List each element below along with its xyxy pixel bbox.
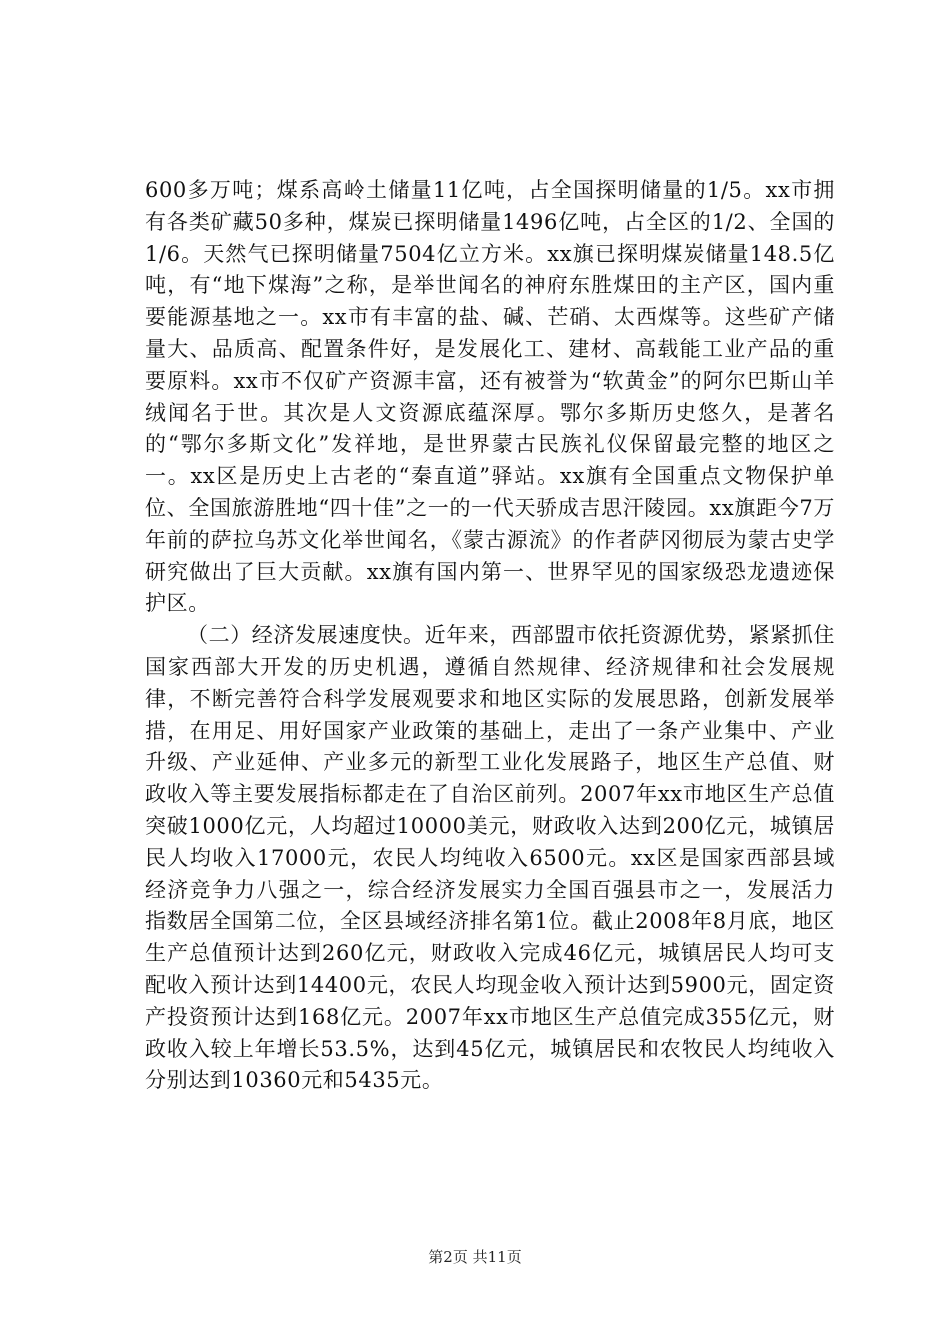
page-number-label: 第2页 共11页 [428,1248,522,1266]
paragraph-economic-development: （二）经济发展速度快。近年来，西部盟市依托资源优势，紧紧抓住国家西部大开发的历史机遇，遵循自然规律、经济规律和社会发展规律，不断完善符合科学发展观要求和地区实际的发展思路，创新发展举措，在用足、用好国家产业政策的基础上，走出了一条产业集中、产业升级、产业延伸、产业多元的新型工业化发展路子，地区生产总值、财政收入等主要发展指标都走在了自治区前列。2007年xx市地区生产总值突破1000亿元，人均超过10000美元，财政收入达到200亿元，城镇居民人均收入17000元，农民人均纯收入6500元。xx区是国家西部县域经济竞争力八强之一，综合经济发展实力全国百强县市之一，发展活力指数居全国第二位，全区县域经济排名第1位。截止2008年8月底，地区生产总值预计达到260亿元，财政收入完成46亿元，城镇居民人均可支配收入预计达到14400元，农民人均现金收入预计达到5900元，固定资产投资预计达到168亿元。2007年xx市地区生产总值完成355亿元，财政收入较上年增长53.5%，达到45亿元，城镇居民和农牧民人均纯收入分别达到10360元和5435元。 [145,623,835,1093]
paragraph-mineral-and-cultural-resources: 600多万吨；煤系高岭土储量11亿吨，占全国探明储量的1/5。xx市拥有各类矿藏50多种，煤炭已探明储量1496亿吨，占全区的1/2、全国的1/6。天然气已探明储量7504亿立方米。xx旗已探明煤炭储量148.5亿吨，有“地下煤海”之称，是举世闻名的神府东胜煤田的主产区，国内重要能源基地之一。xx市有丰富的盐、碱、芒硝、太西煤等。这些矿产储量大、品质高、配置条件好，是发展化工、建材、高载能工业产品的重要原料。xx市不仅矿产资源丰富，还有被誉为“软黄金”的阿尔巴斯山羊绒闻名于世。其次是人文资源底蕴深厚。鄂尔多斯历史悠久，是著名的“鄂尔多斯文化”发祥地，是世界蒙古民族礼仪保留最完整的地区之一。xx区是历史上古老的“秦直道”驿站。xx旗有全国重点文物保护单位、全国旅游胜地“四十佳”之一的一代天骄成吉思汗陵园。xx旗距今7万年前的萨拉乌苏文化举世闻名，《蒙古源流》的作者萨冈彻辰为蒙古史学研究做出了巨大贡献。xx旗有国内第一、世界罕见的国家级恐龙遗迹保护区。 [145,178,835,616]
page-footer [0,1247,950,1267]
document-body [145,175,835,1097]
